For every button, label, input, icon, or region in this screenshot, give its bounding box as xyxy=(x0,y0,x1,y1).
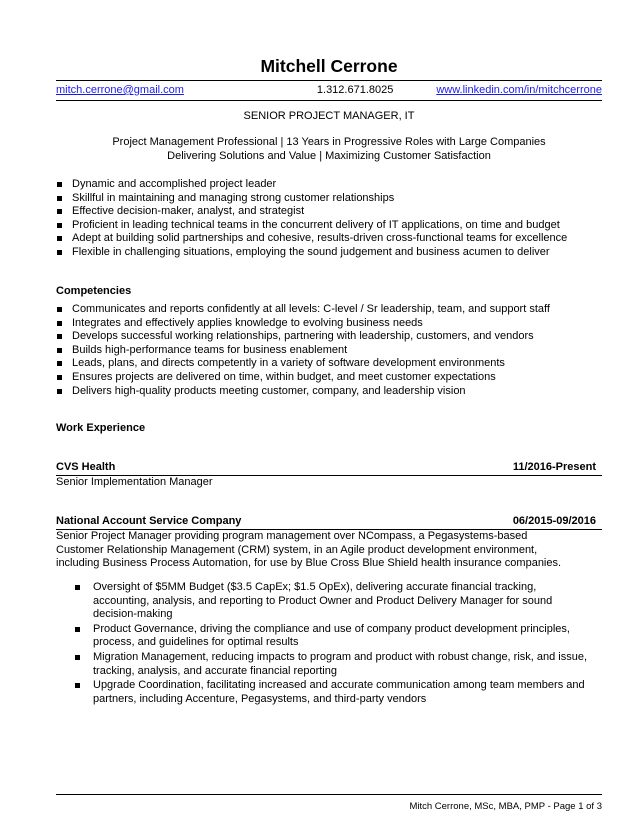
bullet-square-icon xyxy=(57,196,62,201)
summary-line-1: Project Management Professional | 13 Years in Progressive Roles with Large Companies xyxy=(112,136,546,148)
linkedin-link[interactable]: www.linkedin.com/in/mitchcerrone xyxy=(436,84,602,96)
competencies-list xyxy=(56,303,602,398)
company-name: National Account Service Company xyxy=(56,515,242,527)
job-header-nasco xyxy=(56,515,596,527)
list-item: Flexible in challenging situations, employing the sound judgement and business acumen to deliver xyxy=(56,246,602,260)
list-item: Skillful in maintaining and managing strong customer relationships xyxy=(56,192,602,206)
candidate-name: Mitchell Cerrone xyxy=(260,56,398,76)
list-item: Delivers high-quality products meeting customer, company, and leadership vision xyxy=(56,385,602,399)
bullet-square-icon xyxy=(57,250,62,255)
list-item: Effective decision-maker, analyst, and strategist xyxy=(56,205,602,219)
bullet-square-icon xyxy=(75,683,80,688)
job-dates: 06/2015-09/2016 xyxy=(512,515,596,527)
work-experience-heading: Work Experience xyxy=(56,422,146,434)
company-name: CVS Health xyxy=(56,461,116,473)
footer-rule xyxy=(56,794,602,795)
phone-number: 1.312.671.8025 xyxy=(316,84,394,96)
job-description xyxy=(56,530,602,571)
bullet-square-icon xyxy=(57,348,62,353)
job-role: Senior Implementation Manager xyxy=(56,476,213,488)
bullet-square-icon xyxy=(57,307,62,312)
list-item: Dynamic and accomplished project leader xyxy=(56,178,602,192)
job-header-cvs xyxy=(56,461,596,473)
list-item: Communicates and reports confidently at all levels: C-level / Sr leadership, team, and support staff xyxy=(56,303,602,317)
job-description-line: Senior Project Manager providing program management over NCompass, a Pegasystems-based xyxy=(56,530,528,542)
bullet-square-icon xyxy=(75,655,80,660)
list-item: Ensures projects are delivered on time, within budget, and meet customer expectations xyxy=(56,371,602,385)
list-item: Product Governance, driving the compliance and use of company product development principles, process, and guidelines for optimal results xyxy=(75,623,595,650)
list-item: Leads, plans, and directs competently in a variety of software development environments xyxy=(56,357,602,371)
bullet-square-icon xyxy=(57,209,62,214)
list-item: Builds high-performance teams for business enablement xyxy=(56,344,602,358)
list-item: Integrates and effectively applies knowledge to evolving business needs xyxy=(56,317,602,331)
bullet-square-icon xyxy=(57,182,62,187)
bullet-square-icon xyxy=(57,334,62,339)
list-item: Adept at building solid partnerships and cohesive, results-driven cross-functional teams for excellence xyxy=(56,232,602,246)
job-description-line: Customer Relationship Management (CRM) system, in an Agile product development environment, xyxy=(56,543,538,556)
list-item: Migration Management, reducing impacts to program and product with robust change, risk, and issue, tracking, analysis, and accurate financial reporting xyxy=(75,651,595,678)
email-link[interactable]: mitch.cerrone@gmail.com xyxy=(56,84,184,96)
contact-rule xyxy=(56,100,602,101)
bullet-square-icon xyxy=(57,321,62,326)
list-item: Develops successful working relationships, partnering with leadership, customers, and vendors xyxy=(56,330,602,344)
bullet-square-icon xyxy=(57,389,62,394)
contact-line xyxy=(56,83,602,97)
highlights-list xyxy=(56,178,602,260)
list-item: Upgrade Coordination, facilitating increased and accurate communication among team members and partners, including Accenture, Pegasystems, and third-party vendors xyxy=(75,679,595,706)
job-dates: 11/2016-Present xyxy=(512,461,596,473)
job-description-line: including Business Process Automation, for use by Blue Cross Blue Shield health insurance companies. xyxy=(56,557,562,570)
bullet-square-icon xyxy=(57,361,62,366)
header-rule xyxy=(56,80,602,81)
list-item: Oversight of $5MM Budget ($3.5 CapEx; $1.5 OpEx), delivering accurate financial tracking, accounting, analysis, and reporting to Product Owner and Product Delivery Manager for sound decision-making xyxy=(75,581,595,622)
bullet-square-icon xyxy=(75,585,80,590)
bullet-square-icon xyxy=(75,627,80,632)
job-achievements-list xyxy=(75,581,595,706)
bullet-square-icon xyxy=(57,375,62,380)
bullet-square-icon xyxy=(57,223,62,228)
headline: SENIOR PROJECT MANAGER, IT xyxy=(243,110,415,122)
competencies-heading: Competencies xyxy=(56,285,132,297)
summary-line-2: Delivering Solutions and Value | Maximizing Customer Satisfaction xyxy=(167,150,491,162)
bullet-square-icon xyxy=(57,236,62,241)
page-footer: Mitch Cerrone, MSc, MBA, PMP - Page 1 of 3 xyxy=(409,801,602,812)
list-item: Proficient in leading technical teams in the concurrent delivery of IT applications, on time and budget xyxy=(56,219,602,233)
